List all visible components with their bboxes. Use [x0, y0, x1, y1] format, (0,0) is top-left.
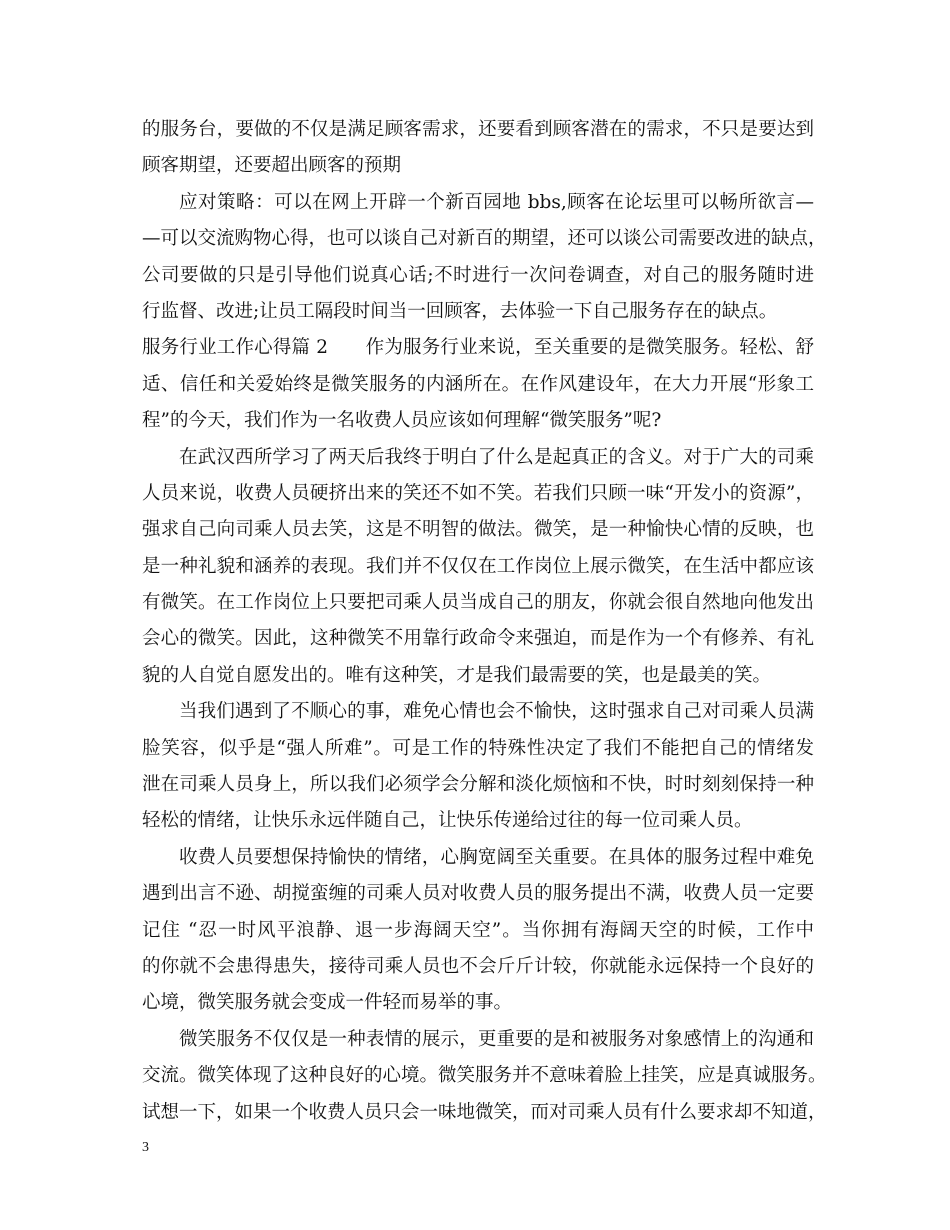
text-line: 微笑服务不仅仅是一种表情的展示，更重要的是和被服务对象感情上的沟通和	[179, 1028, 814, 1050]
paragraph	[142, 840, 814, 1022]
text-line: 的服务台，要做的不仅是满足顾客需求，还要看到顾客潜在的需求，不只是要达到	[142, 119, 814, 140]
text-line: 试想一下，如果一个收费人员只会一味地微笑，而对司乘人员有什么要求却不知道，	[142, 1101, 827, 1123]
text-line: 收费人员要想保持愉快的情绪，心胸宽阔至关重要。在具体的服务过程中难免	[179, 846, 814, 868]
text-line: —可以交流购物心得，也可以谈自己对新百的期望，还可以谈公司需要改进的缺点，	[142, 228, 827, 250]
text-line: 遇到出言不逊、胡搅蛮缠的司乘人员对收费人员的服务提出不满，收费人员一定要	[142, 883, 814, 905]
text-line: 会心的微笑。因此，这种微笑不用靠行政命令来强迫，而是作为一个有修养、有礼	[142, 628, 814, 650]
text-line: 脸笑容，似乎是“强人所难”。可是工作的特殊性决定了我们不能把自己的情绪发	[142, 737, 814, 759]
paragraph	[142, 185, 827, 331]
text-line: 强求自己向司乘人员去笑，这是不明智的做法。微笑，是一种愉快心情的反映，也	[142, 519, 814, 541]
text-line: 程”的今天，我们作为一名收费人员应该如何理解“微笑服务”呢?	[142, 410, 662, 432]
text-line: 有微笑。在工作岗位上只要把司乘人员当成自己的朋友，你就会很自然地向他发出	[142, 592, 814, 614]
text-line: 心境，微笑服务就会变成一件轻而易举的事。	[142, 992, 513, 1014]
text-line: 记住 “忍一时风平浪静、退一步海阔天空”。当你拥有海阔天空的时候，工作中	[142, 919, 814, 941]
text-line: 轻松的情绪，让快乐永远伴随自己，让快乐传递给过往的每一位司乘人员。	[142, 810, 753, 832]
text-line: 适、信任和关爱始终是微笑服务的内涵所在。在作风建设年，在大力开展“形象工	[142, 373, 814, 395]
text-line: 行监督、改进;让员工隔段时间当一回顾客，去体验一下自己服务存在的缺点。	[142, 300, 778, 322]
text-line: 的你就不会患得患失，接待司乘人员也不会斤斤计较，你就能永远保持一个良好的	[142, 955, 814, 977]
text-line: 当我们遇到了不顺心的事，难免心情也会不愉快，这时强求自己对司乘人员满	[179, 701, 814, 723]
text-line: 泄在司乘人员身上，所以我们必须学会分解和淡化烦恼和不快，时时刻刻保持一种	[142, 774, 814, 796]
text-line: 人员来说，收费人员硬挤出来的笑还不如不笑。若我们只顾一味“开发小的资源”，	[142, 482, 814, 504]
text-line: 在武汉西所学习了两天后我终于明白了什么是起真正的含义。对于广大的司乘	[179, 446, 814, 468]
page-number: 3	[142, 1140, 149, 1155]
paragraph	[142, 330, 814, 439]
paragraph	[142, 694, 814, 840]
document-page	[142, 112, 827, 1131]
paragraph	[142, 440, 814, 695]
text-line: 服务行业工作心得篇 2 作为服务行业来说，至关重要的是微笑服务。轻松、舒	[142, 337, 814, 359]
text-line: 是一种礼貌和涵养的表现。我们并不仅仅在工作岗位上展示微笑，在生活中都应该	[142, 555, 814, 577]
paragraph	[142, 112, 814, 185]
text-line: 交流。微笑体现了这种良好的心境。微笑服务并不意味着脸上挂笑，应是真诚服务。	[142, 1065, 827, 1087]
text-line: 顾客期望，还要超出顾客的预期	[142, 155, 402, 177]
text-line: 公司要做的只是引导他们说真心话;不时进行一次问卷调查，对自己的服务随时进	[142, 264, 814, 286]
text-line: 貌的人自觉自愿发出的。唯有这种笑，才是我们最需要的笑，也是最美的笑。	[142, 664, 772, 686]
paragraph	[142, 1022, 827, 1131]
text-line: 应对策略：可以在网上开辟一个新百园地 bbs,顾客在论坛里可以畅所欲言—	[179, 191, 814, 213]
